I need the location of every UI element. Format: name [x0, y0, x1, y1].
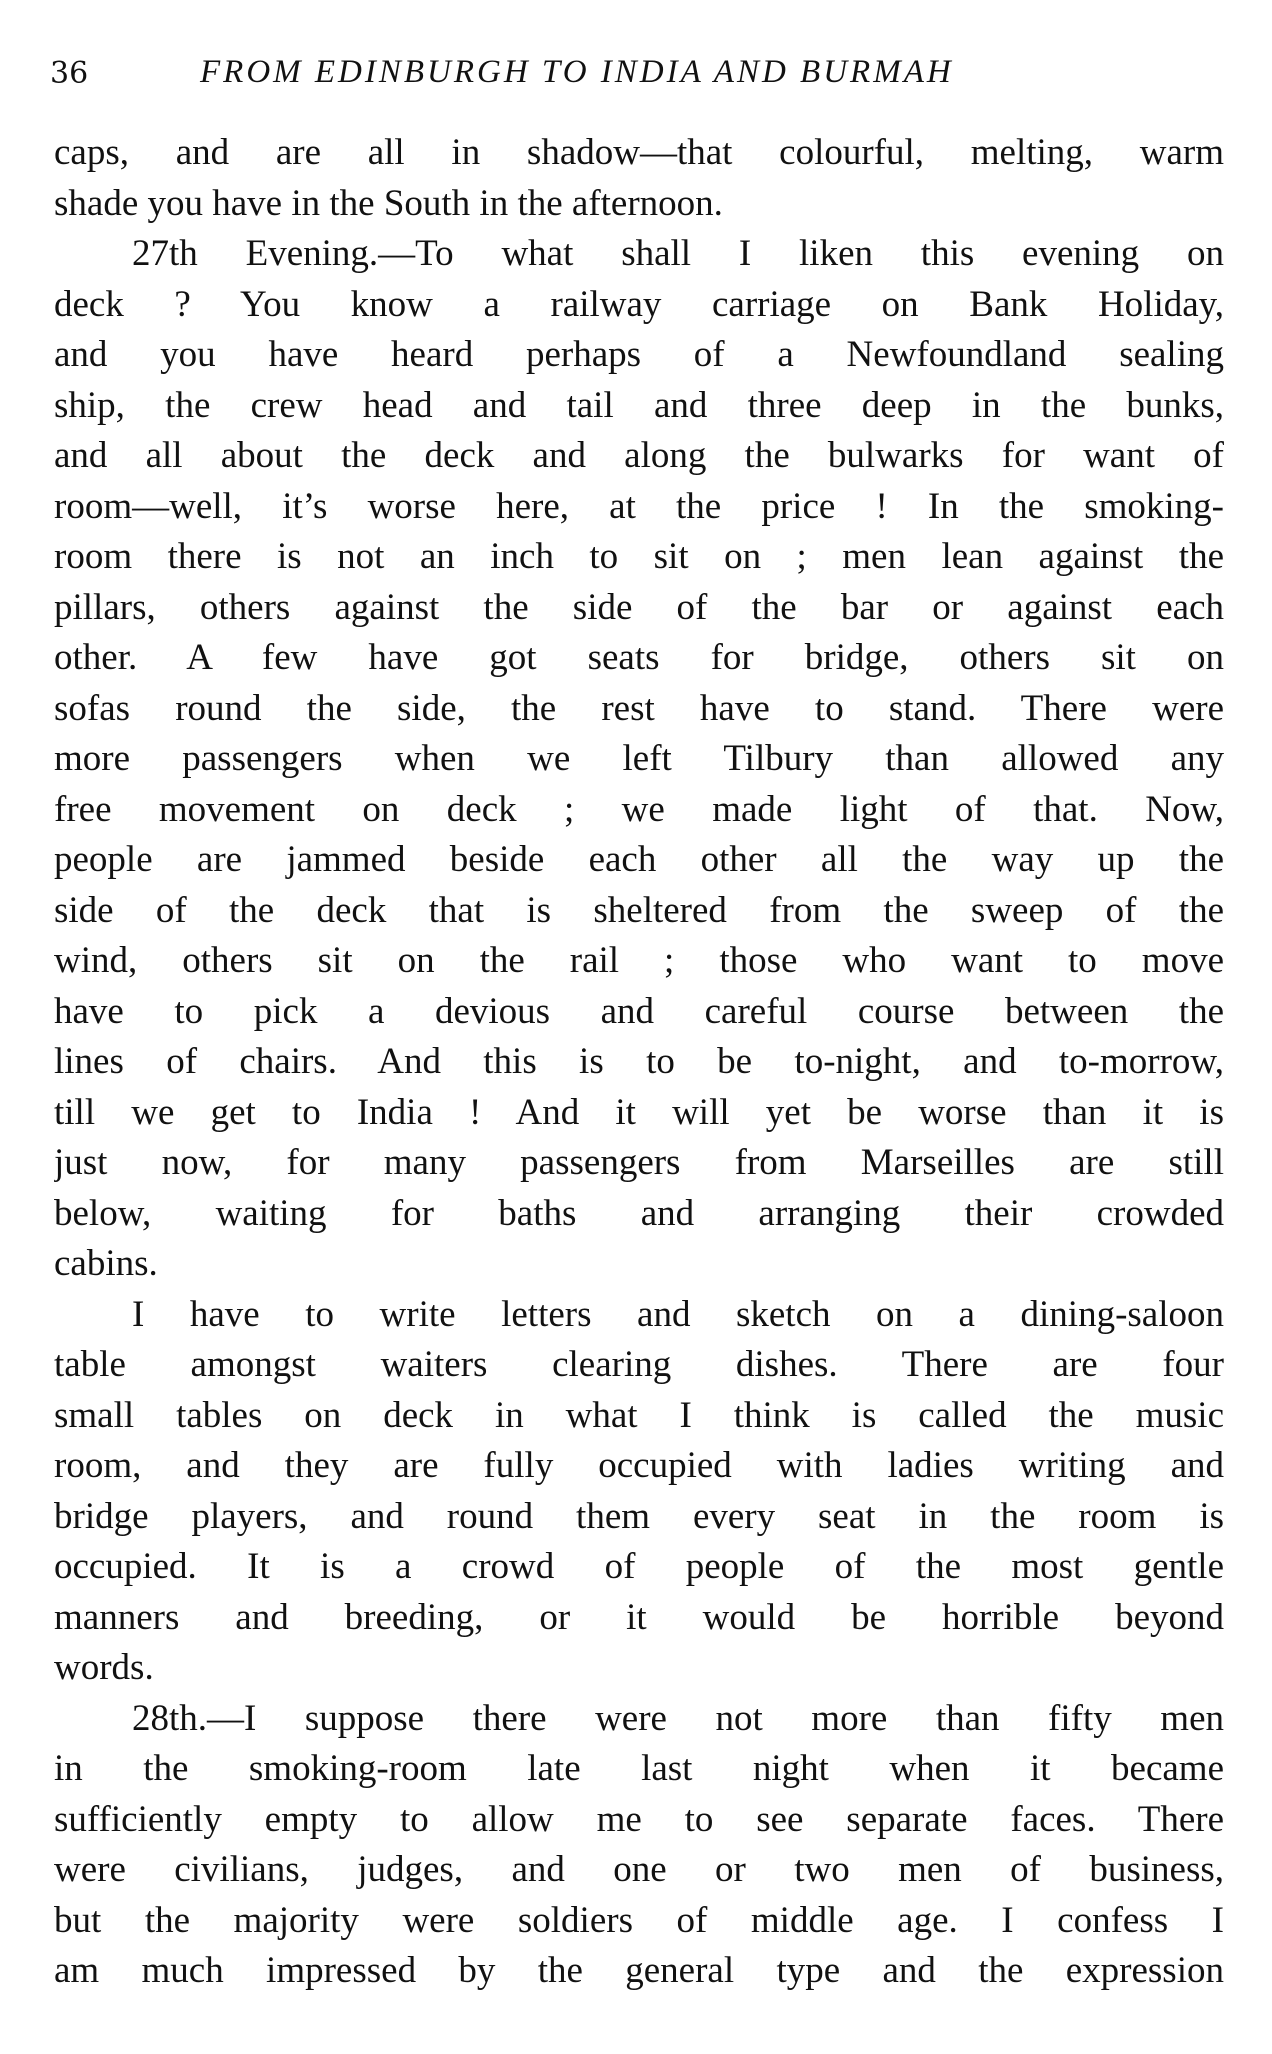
body-text [54, 128, 1224, 1997]
text-line: and all about the deck and along the bulwarks for want of [54, 435, 1224, 476]
text-line: ship, the crew head and tail and three deep in the bunks, [54, 384, 1224, 426]
text-line: room, and they are fully occupied with ladies writing and [54, 1445, 1224, 1486]
text-line: lines of chairs. And this is to be to-night, and to-morrow, [54, 1041, 1224, 1082]
text-line: other. A few have got seats for bridge, others sit on [54, 637, 1224, 678]
text-line: in the smoking-room late last night when it became [54, 1748, 1224, 1789]
text-line: just now, for many passengers from Marseilles are still [54, 1142, 1224, 1183]
text-line: and you have heard perhaps of a Newfoundland sealing [54, 334, 1224, 375]
text-line: were civilians, judges, and one or two men of business, [54, 1849, 1224, 1890]
text-line: pillars, others against the side of the bar or against each [54, 586, 1224, 628]
text-line: bridge players, and round them every seat in the room is [54, 1495, 1224, 1537]
text-line: room there is not an inch to sit on ; men lean against the [54, 536, 1224, 577]
text-line: sofas round the side, the rest have to stand. There were [54, 687, 1224, 729]
text-line: manners and breeding, or it would be horrible beyond [54, 1596, 1224, 1638]
text-line: below, waiting for baths and arranging their crowded [54, 1192, 1224, 1234]
text-line: wind, others sit on the rail ; those who want to move [54, 940, 1224, 981]
text-line: 27th Evening.—To what shall I liken this evening on [132, 233, 1224, 274]
text-line: more passengers when we left Tilbury than allowed any [54, 738, 1224, 779]
text-line: deck ? You know a railway carriage on Bank Holiday, [54, 283, 1224, 325]
text-line: people are jammed beside each other all the way up the [54, 839, 1224, 880]
text-line: shade you have in the South in the afternoon. [54, 182, 723, 224]
text-line: till we get to India ! And it will yet be worse than it is [54, 1091, 1224, 1133]
text-line: I have to write letters and sketch on a dining-saloon [132, 1293, 1224, 1335]
page-header [50, 48, 1230, 98]
text-line: side of the deck that is sheltered from the sweep of the [54, 889, 1224, 931]
text-line: words. [54, 1647, 154, 1688]
text-line: occupied. It is a crowd of people of the most gentle [54, 1546, 1224, 1587]
text-line: but the majority were soldiers of middle age. I confess I [54, 1899, 1224, 1941]
text-line: have to pick a devious and careful course between the [54, 990, 1224, 1032]
text-line: small tables on deck in what I think is called the music [54, 1394, 1224, 1436]
running-title: FROM EDINBURGH TO INDIA AND BURMAH [200, 54, 954, 90]
text-line: 28th.—I suppose there were not more than fifty men [132, 1697, 1224, 1739]
text-line: sufficiently empty to allow me to see separate faces. There [54, 1798, 1224, 1840]
page-number: 36 [50, 56, 89, 91]
text-line: room—well, it’s worse here, at the price ! In the smoking- [54, 485, 1224, 527]
text-line: caps, and are all in shadow—that colourful, melting, warm [54, 132, 1224, 173]
text-line: table amongst waiters clearing dishes. There are four [54, 1344, 1224, 1385]
text-line: am much impressed by the general type and the expression [54, 1950, 1224, 1991]
text-line: cabins. [54, 1243, 158, 1284]
text-line: free movement on deck ; we made light of that. Now, [54, 788, 1224, 830]
